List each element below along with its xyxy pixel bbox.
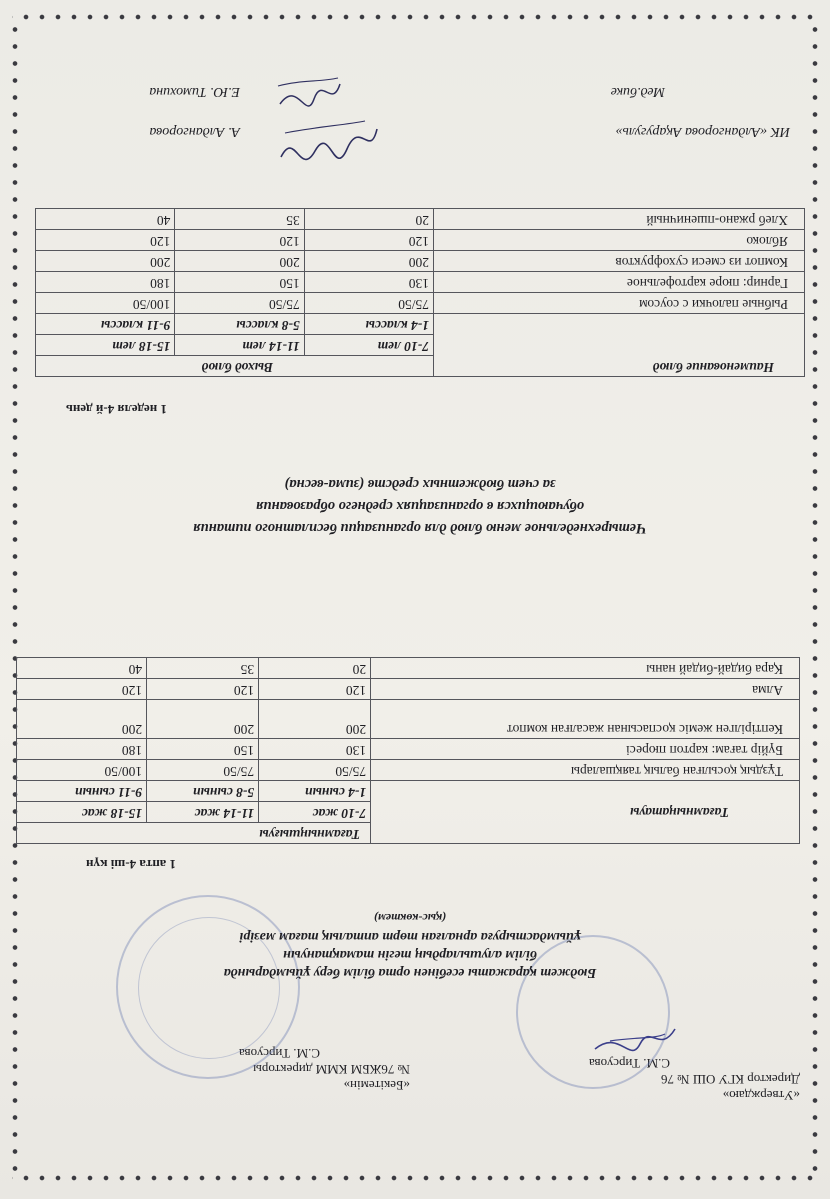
grade-group: 5-8 классы <box>175 314 304 335</box>
approval-line: Директор КГУ ОШ № 76 <box>660 1072 800 1087</box>
handwritten-signature-aldangorova <box>275 109 385 169</box>
portion-value: 100/50 <box>36 293 175 314</box>
portion-value: 20 <box>259 658 371 679</box>
dish-name: Компот из смеси сухофруктов <box>434 251 805 272</box>
portion-value: 40 <box>17 658 147 679</box>
table-row <box>36 272 805 293</box>
dish-name: Кептірілген жеміс қоспасынан жасалған компот <box>371 700 800 739</box>
table-row <box>17 739 800 760</box>
table-row <box>36 209 805 230</box>
portion-value: 75/50 <box>304 293 433 314</box>
age-group: 15-18 жас <box>17 802 147 823</box>
ru-title-line: за счет бюджетных средств (зима-весна) <box>284 476 556 492</box>
table-header-row <box>17 823 800 844</box>
dish-name: Яблоко <box>434 230 805 251</box>
signature-left-label: ИК «Алдангорова Ақаругуль» <box>615 124 790 139</box>
age-group: 7-10 лет <box>304 335 433 356</box>
signature-left-name: А. Алдангорова <box>149 124 240 139</box>
portion-value: 180 <box>17 739 147 760</box>
portion-value: 130 <box>259 739 371 760</box>
portion-value: 120 <box>17 679 147 700</box>
ru-col-name-header: Наименование блюд <box>434 314 805 377</box>
kz-col-output-header: Тағамныңшығуы <box>17 823 371 844</box>
portion-value: 35 <box>147 658 259 679</box>
table-header-row <box>36 356 805 377</box>
portion-value: 150 <box>175 272 304 293</box>
portion-value: 120 <box>147 679 259 700</box>
ru-col-output-header: Выход блюд <box>36 356 434 377</box>
portion-value: 200 <box>147 700 259 739</box>
portion-value: 75/50 <box>147 760 259 781</box>
border-bottom-dots <box>12 14 818 20</box>
border-top-dots <box>12 1175 818 1181</box>
approval-line: № 76ЖБМ КММ директоры <box>253 1062 410 1077</box>
dish-name: Тұздық қосылған балық таяқшалары <box>371 760 800 781</box>
ru-title-line: Четырехнедельное меню блюд для организации бесплатного питания <box>193 520 647 536</box>
ru-week-day: 1 неделя 4-й день <box>65 402 167 417</box>
grade-group: 1-4 классы <box>304 314 433 335</box>
portion-value: 200 <box>175 251 304 272</box>
approval-name: С.М. Тирсуова <box>588 1056 670 1071</box>
kz-title-line: ұйымдастыруға арналған төрт апталық тағам мәзірі <box>239 929 581 944</box>
portion-value: 150 <box>147 739 259 760</box>
portion-value: 120 <box>36 230 175 251</box>
dish-name: Гарнир: пюре картофельное <box>434 272 805 293</box>
kz-title-season: (қыс-көктем) <box>373 911 447 925</box>
border-right-dots <box>12 22 18 1177</box>
dish-name: Бүйір тағам: картоп пюресі <box>371 739 800 760</box>
approval-title: «Бекітемін» <box>343 1078 410 1093</box>
director-signature <box>590 1019 680 1059</box>
table-row <box>36 251 805 272</box>
grade-group: 5-8 сынып <box>147 781 259 802</box>
age-group: 11-14 лет <box>175 335 304 356</box>
portion-value: 100/50 <box>17 760 147 781</box>
age-group: 11-14 жас <box>147 802 259 823</box>
signature-right-name: Е.Ю. Тимохина <box>149 84 240 99</box>
approval-name: С.М. Тирсуова <box>238 1046 320 1061</box>
approval-title: «Утверждаю» <box>722 1088 800 1103</box>
dish-name: Хлеб ржано-пшеничный <box>434 209 805 230</box>
table-row <box>17 658 800 679</box>
ru-title <box>50 473 790 539</box>
dish-name: Қара бидай-бидай наны <box>371 658 800 679</box>
kz-col-name-header: Тағамныңатауы <box>371 781 800 844</box>
age-group: 15-18 лет <box>36 335 175 356</box>
portion-value: 120 <box>304 230 433 251</box>
portion-value: 120 <box>259 679 371 700</box>
kz-title-line: Бюджет қаражаты есебінен орта білім беру ұйымдарында <box>223 965 597 980</box>
ru-menu-table <box>35 208 805 377</box>
portion-value: 120 <box>175 230 304 251</box>
grade-group: 1-4 сынып <box>259 781 371 802</box>
table-row <box>36 293 805 314</box>
portion-value: 180 <box>36 272 175 293</box>
portion-value: 200 <box>259 700 371 739</box>
signature-right-label: Мед.бике <box>610 84 665 99</box>
portion-value: 200 <box>304 251 433 272</box>
portion-value: 75/50 <box>259 760 371 781</box>
kz-title <box>50 909 770 981</box>
dish-name: Алма <box>371 679 800 700</box>
portion-value: 130 <box>304 272 433 293</box>
kz-title-line: білім алушылардың тегін тамақтануын <box>283 947 537 962</box>
ru-title-line: обучающихся в организациях среднего образования <box>255 498 585 514</box>
kz-week-day: 1 апта 4-ші күн <box>85 857 176 872</box>
grade-group: 9-11 классы <box>36 314 175 335</box>
table-row <box>17 700 800 739</box>
portion-value: 200 <box>17 700 147 739</box>
dish-name: Рыбные палочки с соусом <box>434 293 805 314</box>
border-left-dots <box>812 22 818 1177</box>
handwritten-signature-timokhina <box>270 69 350 114</box>
portion-value: 75/50 <box>175 293 304 314</box>
table-row <box>17 679 800 700</box>
kz-menu-table <box>16 657 800 844</box>
portion-value: 35 <box>175 209 304 230</box>
table-row <box>36 230 805 251</box>
grade-group: 9-11 сынып <box>17 781 147 802</box>
portion-value: 40 <box>36 209 175 230</box>
table-row <box>17 760 800 781</box>
portion-value: 200 <box>36 251 175 272</box>
portion-value: 20 <box>304 209 433 230</box>
age-group: 7-10 жас <box>259 802 371 823</box>
